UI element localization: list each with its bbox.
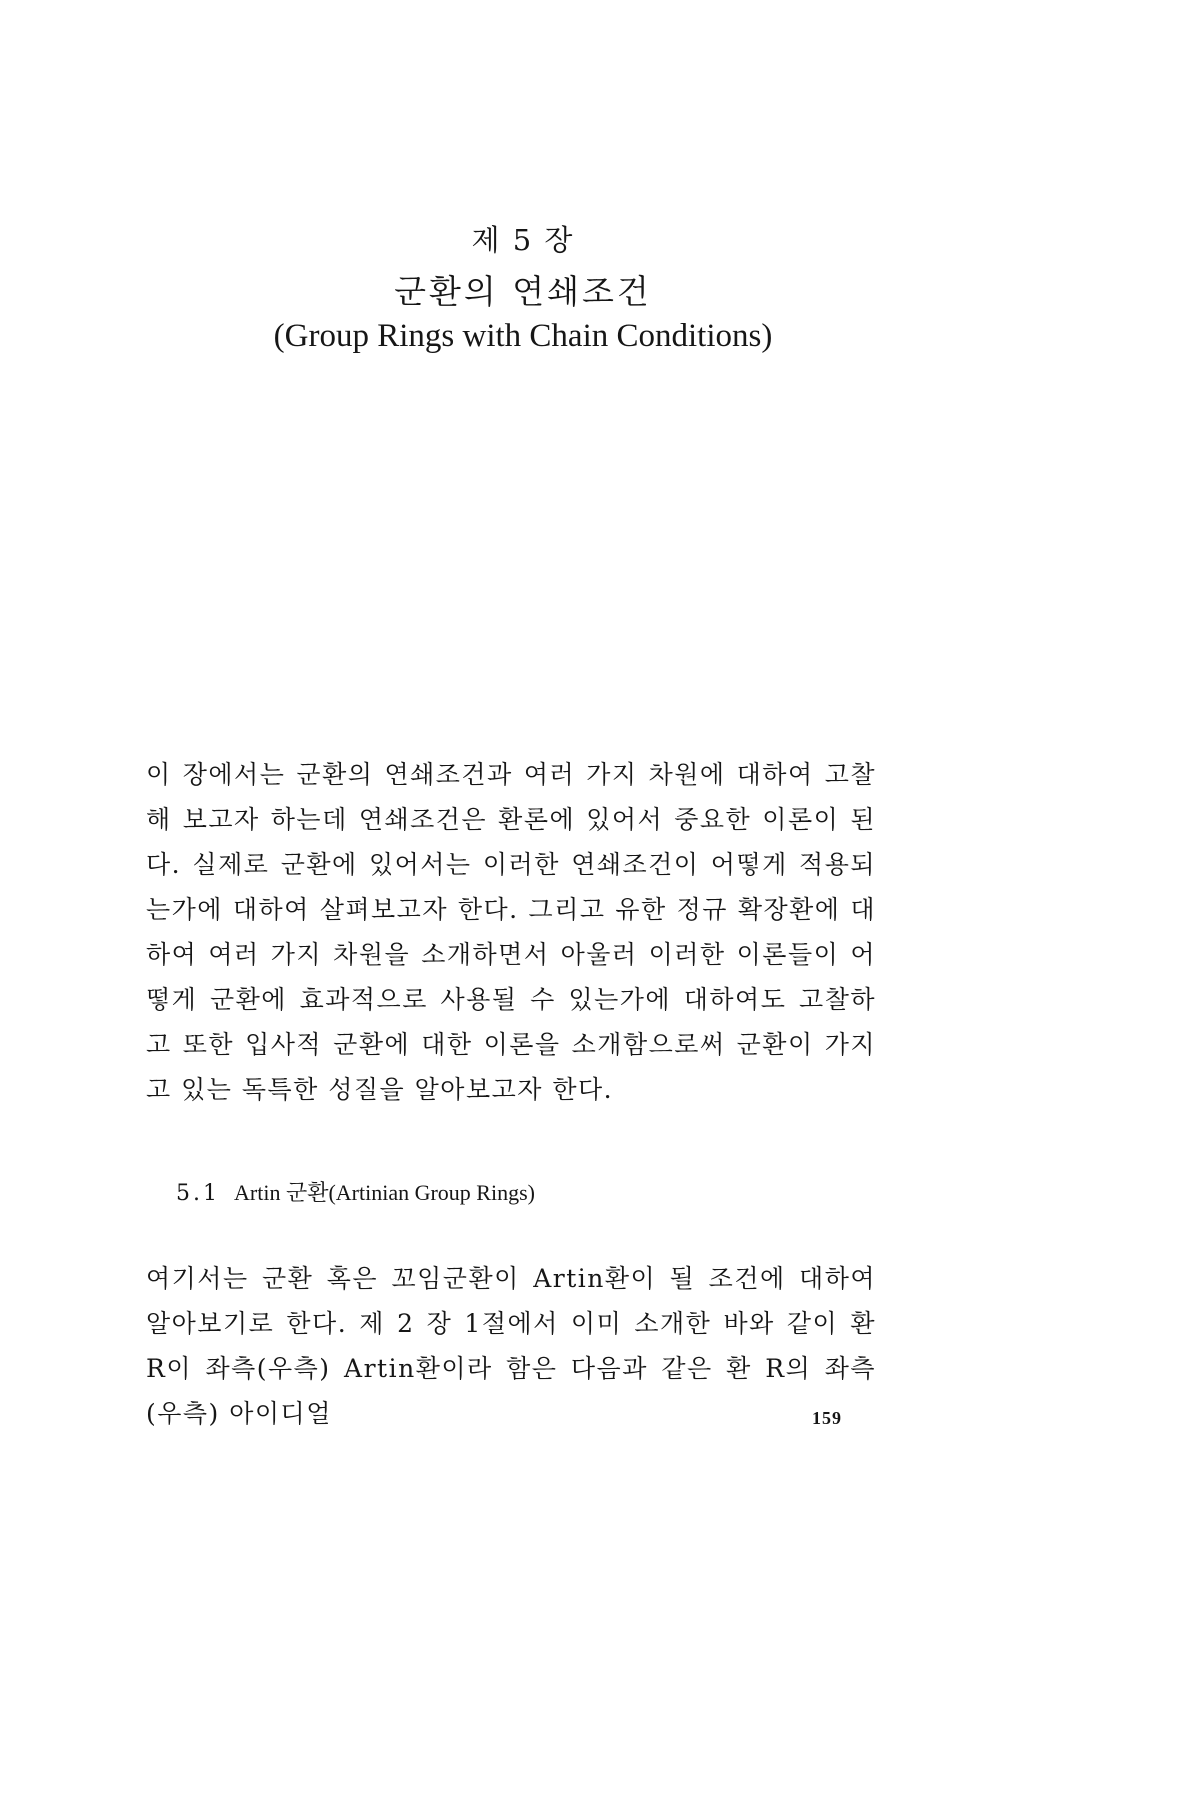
chapter-subtitle: (Group Rings with Chain Conditions) (273, 318, 773, 354)
chapter-label: 제 5 장 (471, 223, 575, 257)
section-paragraph: 여기서는 군환 혹은 꼬임군환이 Artin환이 될 조건에 대하여 알아보기로 한다. 제 2 장 1절에서 이미 소개한 바와 같이 환 R이 좌측(우측) Artin환이라 함은 다음과 같은 환 R의 좌측(우측) 아이디얼 (146, 1264, 876, 1428)
section-heading (176, 1176, 876, 1207)
chapter-title: 군환의 연쇄조건 (394, 272, 652, 311)
section-title: Artin 군환(Artinian Group Rings) (234, 1180, 535, 1205)
page-number: 159 (812, 1408, 842, 1428)
section-number: 5.1 (176, 1181, 220, 1206)
intro-paragraph: 이 장에서는 군환의 연쇄조건과 여러 가지 차원에 대하여 고찰해 보고자 하는데 연쇄조건은 환론에 있어서 중요한 이론이 된다. 실제로 군환에 있어서는 이러한 연쇄조건이 어떻게 적용되는가에 대하여 살펴보고자 한다. 그리고 유한 정규 확장환에 대하여 여러 가지 차원을 소개하면서 아울러 이러한 이론들이 어떻게 군환에 효과적으로 사용될 수 있는가에 대하여도 고찰하고 또한 입사적 군환에 대한 이론을 소개함으로써 군환이 가지고 있는 독특한 성질을 알아보고자 한다. (146, 760, 876, 1104)
